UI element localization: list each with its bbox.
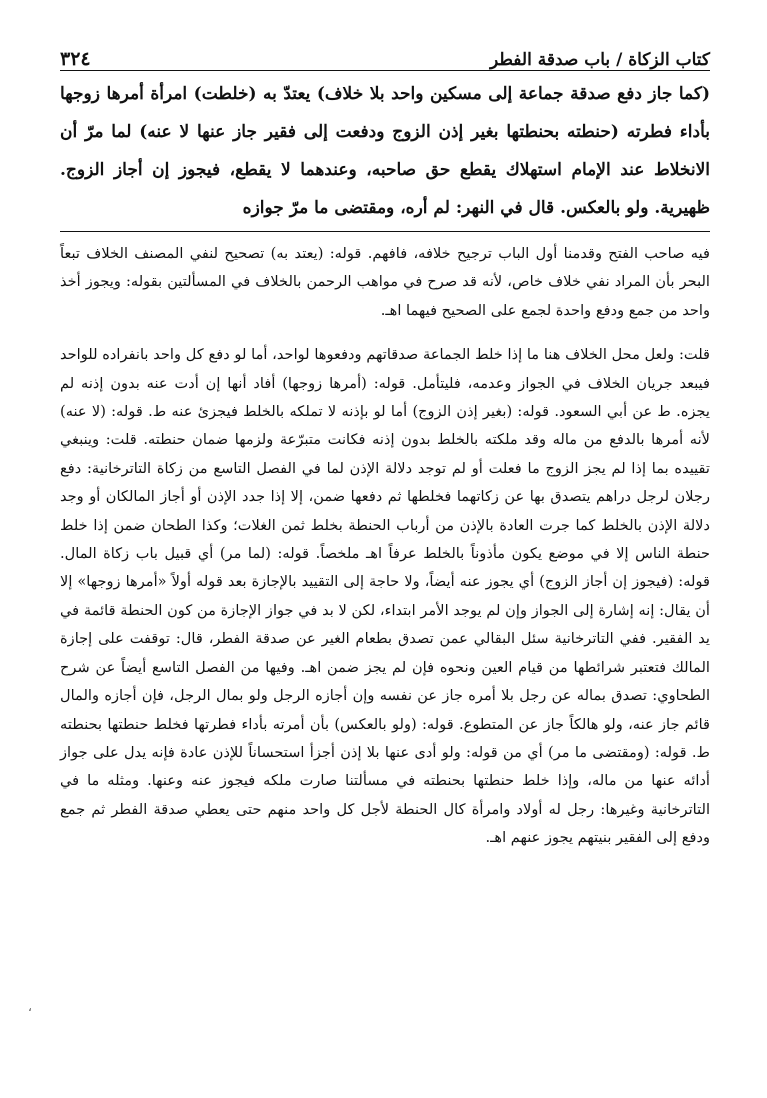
divider: [60, 231, 710, 232]
commentary-paragraph-2: قلت: ولعل محل الخلاف هنا ما إذا خلط الجماعة صدقاتهم ودفعوها لواحد، أما لو دفع كل واحد بانفراده للواحد فيبعد جريان الخلاف في الجواز وعدمه، فليتأمل. قوله: (أمرها زوجها) أفاد أنها إن أدت عنه بدون إذنه لم يجزه. ط عن أبي السعود. قوله: (بغير إذن الزوج) أما لو بإذنه لا تملكه بالخلط فيجزئ عنه ط. قوله: (لا عنه) لأنه أمرها بالدفع من ماله وقد ملكته بالخلط بدون إذنه فكانت متبرّعة ولزمها ضمان حنطته. قلت: وينبغي تقييده بما إذا لم يجز الزوج ما فعلت أو لم توجد دلالة الإذن لما في الفصل التاسع من زكاة التاترخانية: دفع رجلان لرجل دراهم يتصدق بها عن زكاتهما فخلطها ثم دفعها ضمن، إلا إذا جدد الإذن أو أجاز المالكان أو وجد دلالة الإذن بالخلط كما جرت العادة بالإذن من أرباب الحنطة بخلط ثمن الغلات؛ وكذا الطحان ضمن إذا خلط حنطة الناس إلا في موضع يكون مأذوناً بالخلط عرفاً اهـ ملخصاً. قوله: (لما مر) أي قبيل باب زكاة المال. قوله: (فيجوز إن أجاز الزوج) أي يجوز عنه أيضاً، ولا حاجة إلى التقييد بالإجازة بعد قوله أولاً «أمرها زوجها» إلا أن يقال: إنه إشارة إلى الجواز وإن لم يوجد الأمر ابتداء، لكن لا بد في جواز الإجازة من كون الحنطة قائمة في يد الفقير. ففي التاترخانية سئل البقالي عمن تصدق بطعام الغير عن صدقة الفطر، قال: توقفت على إجازة المالك فتعتبر شرائطها من قيام العين ونحوه فإن لم يجز ضمن اهـ. وفيها من الفصل التاسع أيضاً عن شرح الطحاوي: تصدق بماله عن رجل بلا أمره جاز عن نفسه وإن أجازه الرجل ولو بمال الرجل، فإن أجازه والمال قائم جاز عنه، ولو هالكاً جاز عن المتطوع. قوله: (ولو بالعكس) بأن أمرته بأداء فطرتها فخلط حنطتها بحنطته ط. قوله: (ومقتضى ما مر) أي من قوله: ولو أدى عنها بلا إذن أجزأ استحساناً للإذن عادة فإنه يدل على جواز أدائه عنها من ماله، وإذا خلط حنطتها بحنطته في مسألتنا صارت ملكه فيجوز عنه وعنها. ومثله ما في التاترخانية وغيرها: رجل له أولاد وامرأة كال الحنطة لأجل كل واحد منهم حتى يعطي صدقة الفطر ثم جمع ودفع إلى الفقير بنيتهم يجوز عنهم اهـ.: [60, 346, 710, 847]
book-page: [60, 40, 710, 1070]
main-text: (كما جاز دفع صدقة جماعة إلى مسكين واحد بلا خلاف) يعتدّ به (خلطت) امرأة أمرها زوجها بأداء فطرته (حنطته بحنطتها بغير إذن الزوج ودفعت إلى فقير جاز عنها لا عنه) لما مرّ أن الانخلاط عند الإمام استهلاك يقطع حق صاحبه، وعندهما لا يقطع، فيجوز إن أجاز الزوج. ظهيرية. ولو بالعكس. قال في النهر: لم أره، ومقتضى ما مرّ جوازه: [60, 84, 710, 218]
chapter-title: كتاب الزكاة / باب صدقة الفطر: [489, 50, 710, 70]
stray-mark: ،: [28, 1000, 32, 1014]
running-header: [60, 40, 710, 71]
commentary: [60, 240, 710, 853]
page-number: ٣٢٤: [60, 48, 91, 70]
commentary-paragraph-1: فيه صاحب الفتح وقدمنا أول الباب ترجيح خلافه، فافهم. قوله: (يعتد به) تصحيح لنفي المصنف الخلاف تبعاً البحر بأن المراد نفي خلاف خاص، لأنه قد صرح في مواهب الرحمن بالخلاف في المسألتين بقوله: ويجوز أخذ واحد من جمع ودفع واحدة لجمع على الصحيح فيهما اهـ.: [60, 245, 710, 319]
